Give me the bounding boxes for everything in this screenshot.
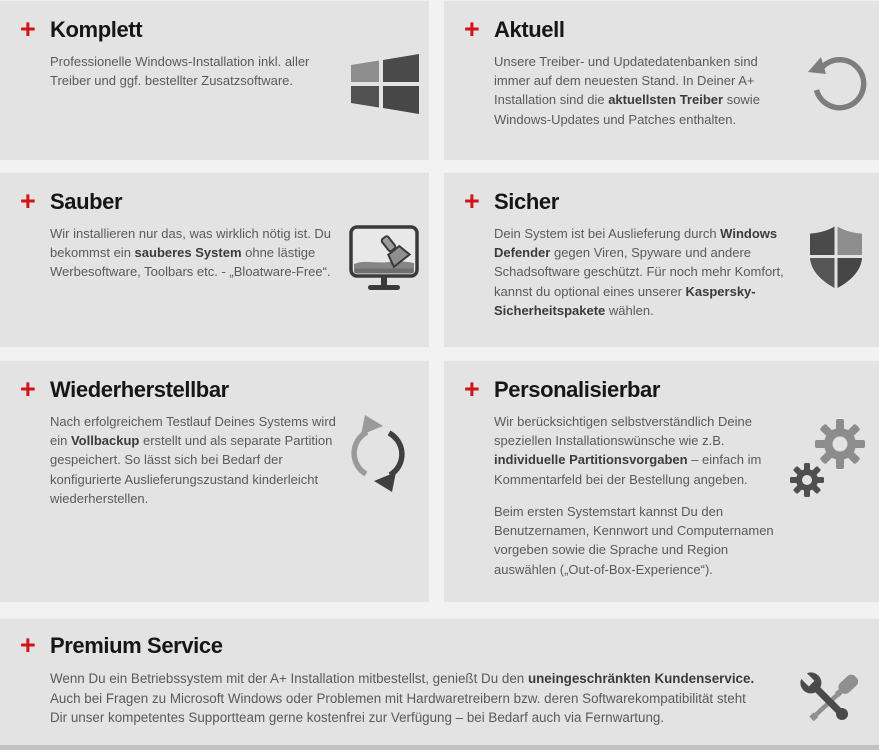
broom-monitor-icon — [347, 224, 423, 295]
plus-icon: + — [464, 186, 479, 216]
card-title: Sicher — [494, 188, 559, 214]
paragraph: Beim ersten Systemstart kannst Du den Benutzernamen, Kennwort und Computernamen vorgeben sowie die Sprache und Region auswählen („Out-of-Box-Experience“). — [494, 503, 774, 577]
paragraph: Professionelle Windows-Installation inkl. aller Treiber und ggf. bestellter Zusatzsoftware. — [50, 54, 310, 89]
paragraph: Wir berücksichtigen selbstverständlich Deine speziellen Installationswünsche wie z.B. individuelle Partitionsvorgaben – einfach im Kommentarfeld bei der Bestellung angeben. — [494, 414, 762, 487]
card-body — [494, 224, 873, 333]
defender-shield-icon — [801, 224, 873, 333]
card-body — [50, 668, 865, 742]
feature-card-wiederherstellbar — [0, 360, 429, 602]
plus-icon: + — [464, 14, 479, 44]
card-body — [494, 412, 873, 592]
feature-card-sicher — [444, 172, 879, 347]
plus-icon: + — [20, 14, 35, 44]
card-title: Aktuell — [494, 16, 565, 42]
gears-icon — [785, 412, 873, 592]
paragraph: Unsere Treiber- und Updatedatenbanken sind immer auf dem neuesten Stand. In Deiner A+ Installation sind die aktuellsten Treiber sowie Windows-Updates und Patches enthalten. — [494, 54, 760, 127]
card-header — [464, 16, 873, 43]
card-header — [20, 632, 865, 659]
card-header — [20, 376, 423, 403]
feature-row-2 — [0, 172, 879, 347]
card-body — [50, 412, 423, 521]
refresh-arrow-icon — [805, 52, 873, 142]
sync-arrows-icon — [337, 412, 423, 521]
feature-card-aktuell — [444, 0, 879, 160]
paragraph: Nach erfolgreichem Testlauf Deines Systems wird ein Vollbackup erstellt und als separate Partition gespeichert. So lässt sich bei Bedarf der konfigurierte Auslieferungszustand kinderleicht wiederherstellen. — [50, 414, 336, 506]
card-text — [50, 669, 762, 741]
card-header — [464, 376, 873, 403]
paragraph: Wenn Du ein Betriebssystem mit der A+ Installation mitbestellst, genießt Du den uneingeschränkten Kundenservice. Auch bei Fragen zu Microsoft Windows oder Problemen mit Hardwaretreibern bzw. deren Softwarekompatibilität steht Dir unser kompetentes Supportteam gerne kostenfrei zur Verfügung – bei Bedarf auch via Fernwartung. — [50, 670, 755, 726]
card-body — [494, 52, 873, 142]
card-title: Personalisierbar — [494, 376, 661, 402]
feature-row-3 — [0, 360, 879, 602]
wrench-screwdriver-icon — [797, 662, 865, 742]
card-text — [50, 224, 347, 295]
feature-card-sauber — [0, 172, 429, 347]
card-title: Komplett — [50, 16, 143, 42]
card-header — [20, 188, 423, 215]
card-text — [50, 52, 349, 116]
plus-icon: + — [20, 186, 35, 216]
card-header — [20, 16, 423, 43]
feature-card-premium-service — [0, 618, 879, 746]
paragraph: Wir installieren nur das, was wirklich nötig ist. Du bekommst ein sauberes System ohne lästige Werbesoftware, Toolbars etc. - „Bloatware-Free“. — [50, 226, 332, 280]
windows-logo-icon — [349, 52, 423, 116]
card-body — [50, 224, 423, 295]
card-text — [50, 412, 337, 521]
card-title: Premium Service — [50, 632, 223, 658]
card-text — [494, 52, 797, 142]
feature-card-personalisierbar — [444, 360, 879, 602]
plus-icon: + — [20, 630, 35, 660]
paragraph: Dein System ist bei Auslieferung durch Windows Defender gegen Viren, Spyware und andere Schadsoftware geschützt. Für noch mehr Komfort, kannst du optional eines unserer Kaspersky-Sicherheitspakete wählen. — [494, 226, 784, 318]
feature-row-1 — [0, 0, 879, 160]
card-header — [464, 188, 873, 215]
card-text — [494, 412, 785, 592]
card-title: Sauber — [50, 188, 123, 214]
card-title: Wiederherstellbar — [50, 376, 229, 402]
plus-icon: + — [20, 374, 35, 404]
card-text — [494, 224, 797, 333]
plus-icon: + — [464, 374, 479, 404]
feature-card-komplett — [0, 0, 429, 160]
bottom-edge-strip — [0, 745, 879, 750]
card-body — [50, 52, 423, 116]
